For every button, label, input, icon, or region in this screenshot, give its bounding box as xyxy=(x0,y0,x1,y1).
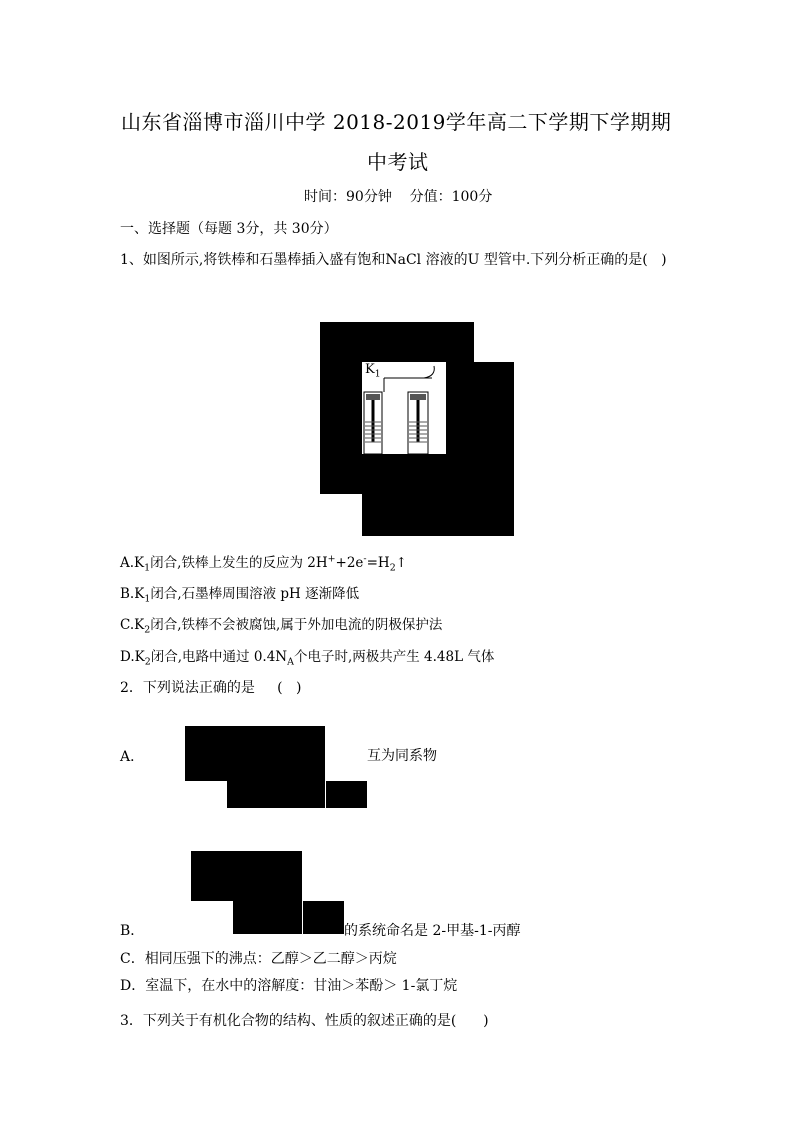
section-heading: 一、选择题（每题 3分，共 30分） xyxy=(120,221,338,237)
redacted-structure-b xyxy=(233,901,302,934)
q2-option-b-label: B． xyxy=(120,923,145,939)
redacted-structure-a xyxy=(326,781,367,808)
question-3-stem: 3．下列关于有机化合物的结构、性质的叙述正确的是( ) xyxy=(120,1013,489,1029)
title-line-1: 山东省淄博市淄川中学 2018-2019学年高二下学期下学期期 xyxy=(121,110,672,134)
switch-k1-label: $K_1$ xyxy=(365,362,381,380)
q1-option-c: $C.K_2$闭合,铁棒不会被腐蚀,属于外加电流的阴极保护法 xyxy=(120,617,443,636)
q2-option-c: C．相同压强下的沸点：乙醇＞乙二醇＞丙烷 xyxy=(120,951,397,967)
apparatus-window xyxy=(362,362,446,454)
redacted-structure-a xyxy=(185,726,325,781)
question-1-stem: 1、如图所示,将铁棒和石墨棒插入盛有饱和NaCl 溶液的U 型管中.下列分析正确的是( ) xyxy=(120,252,667,268)
q1-option-b: $B.K_1$闭合,石墨棒周围溶液 pH 逐渐降低 xyxy=(120,586,360,605)
exam-meta: 时间：90分钟 分值：100分 xyxy=(304,189,493,205)
q2-option-a-text: 互为同系物 xyxy=(367,748,437,764)
question-2-stem: 2．下列说法正确的是 ( ) xyxy=(120,680,302,696)
title-line-2: 中考试 xyxy=(367,150,429,174)
redacted-structure-b xyxy=(191,851,302,901)
redaction-block xyxy=(446,362,514,454)
q2-option-a-label: A． xyxy=(120,749,145,765)
redacted-structure-b xyxy=(303,901,344,934)
q1-option-a: $A.K_1$闭合,铁棒上发生的反应为 $2H^++2e^-=H_2↑$ xyxy=(120,553,408,574)
q2-option-b-text: 的系统命名是 2-甲基-1-丙醇 xyxy=(344,923,521,939)
redaction-block xyxy=(362,454,514,536)
redacted-structure-a xyxy=(227,781,325,808)
q2-option-d: D．室温下，在水中的溶解度：甘油＞苯酚＞ 1-氯丁烷 xyxy=(120,978,458,994)
u-tube-diagram xyxy=(362,362,446,454)
q1-option-d: $D.K_2$闭合,电路中通过 $0.4N_A$个电子时,两极共产生 4.48L 气体 xyxy=(120,649,495,668)
